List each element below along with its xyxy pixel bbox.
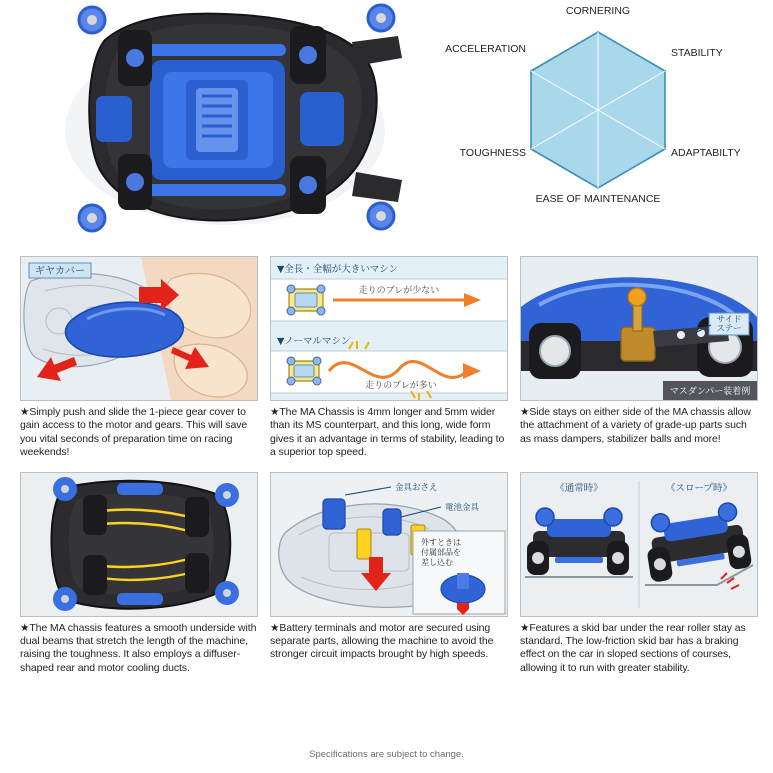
footnote: Specifications are subject to change. — [309, 749, 464, 760]
gear-cover-jp-label: ギヤカバー — [35, 266, 85, 277]
performance-radar-chart — [430, 0, 773, 238]
dual-beams-caption: ★The MA chassis features a smooth underside with dual beams that stretch the length of the machine, raising the toughness. It also employs a diffuser-shaped rear and motor cooling ducts. — [20, 621, 257, 674]
battery-label-a: 金具おさえ — [395, 482, 438, 493]
svg-text:外すときは: 外すときは — [421, 537, 461, 547]
radar-label-stability: STABILITY — [671, 47, 723, 59]
panel-battery-terminals — [270, 472, 508, 676]
top-section — [0, 0, 773, 238]
skid-bar-figure — [520, 472, 758, 617]
chassis-photo — [0, 0, 430, 238]
panel-chassis-size — [270, 256, 508, 460]
side-stay-caption: ★Side stays on either side of the MA chassis allow the attachment of a variety of grade-up parts such as mass dampers, stabilizer balls and more! — [520, 406, 751, 445]
battery-inset — [413, 531, 505, 615]
radar-label-cornering: CORNERING — [565, 5, 631, 17]
skid-bar-caption: ★Features a skid bar under the rear roller stay as standard. The low-friction skid bar has a braking effect on the car in sloped sections of courses, allowing it to run with greater stability. — [520, 621, 746, 674]
radar-label-adaptability: ADAPTABILTY — [671, 147, 741, 159]
radar-label-toughness: TOUGHNESS — [459, 147, 526, 159]
dual-beams-figure — [20, 472, 258, 617]
panel-dual-beams — [20, 472, 258, 676]
size-bottom-note: 走りのブレが多い — [365, 381, 437, 391]
radar-label-maintenance: EASE OF MAINTENANCE — [535, 193, 661, 205]
radar-polygon — [531, 32, 665, 188]
battery-terminals-figure — [270, 472, 508, 617]
svg-text:サイド: サイド — [716, 315, 742, 325]
size-top-heading: ▼全長・全幅が大きいマシン — [277, 264, 399, 275]
skid-label-slope: 《スロープ時》 — [665, 482, 733, 494]
svg-text:付属部品を: 付属部品を — [421, 547, 461, 557]
battery-label-b: 電池金具 — [445, 502, 480, 513]
battery-terminals-caption: ★Battery terminals and motor are secured using separate parts, allowing the machine to avoid the stronger circuit impacts brought by high speeds. — [270, 621, 494, 661]
skid-label-normal: 《通常時》 — [555, 482, 603, 494]
chassis-size-figure — [270, 256, 508, 401]
mass-damper-jp-label: マスダンパー装着例 — [669, 387, 751, 397]
size-top-note: 走りのブレが少ない — [358, 286, 440, 296]
svg-text:差し込む: 差し込む — [421, 557, 453, 567]
gear-cover-caption: ★Simply push and slide the 1-piece gear cover to gain access to the motor and gears. This will save you vital seconds of preparation time on racing weekends! — [20, 406, 248, 459]
radar-label-acceleration: ACCELERATION — [445, 43, 526, 55]
panel-side-stay — [520, 256, 758, 460]
svg-text:ステー: ステー — [716, 324, 742, 334]
normal-machine-icon — [287, 357, 321, 385]
feature-panel-grid — [20, 256, 753, 675]
chassis-size-caption: ★The MA Chassis is 4mm longer and 5mm wider than its MS counterpart, and this long, wide form gives it an advantage in terms of stability, leading to a superior top speed. — [270, 406, 505, 459]
side-stay-figure — [520, 256, 758, 401]
gear-cover-figure — [20, 256, 258, 401]
panel-gear-cover — [20, 256, 258, 460]
size-bottom-heading: ▼ノーマルマシン — [277, 336, 351, 347]
panel-skid-bar — [520, 472, 758, 676]
wide-machine-icon — [287, 285, 325, 315]
